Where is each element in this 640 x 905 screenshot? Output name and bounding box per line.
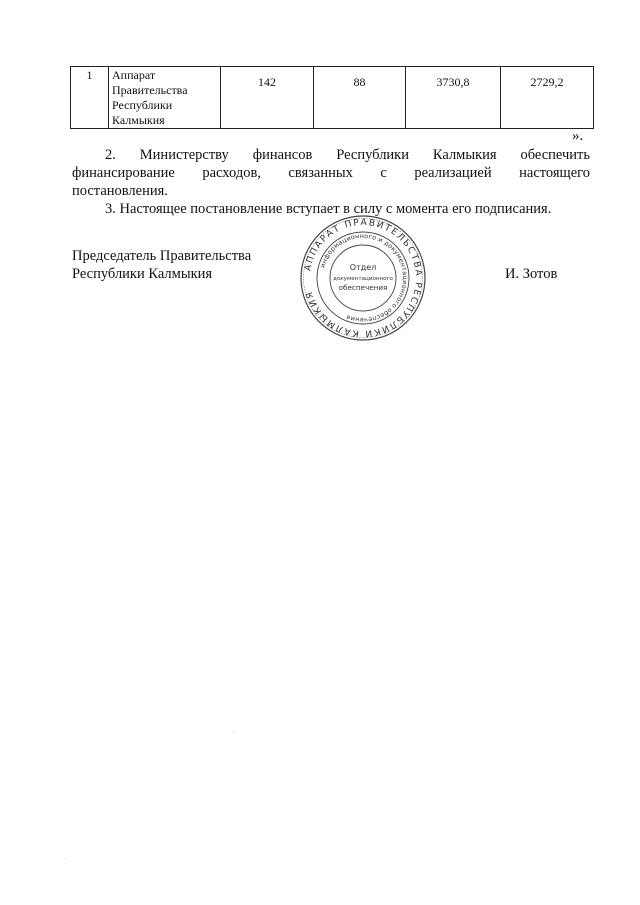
paragraph-3: 3. Настоящее постановление вступает в силу с момента его подписания. <box>105 201 552 217</box>
stamp-outer-textpath: АППАРАТ ПРАВИТЕЛЬСТВА РЕСПУБЛИКИ КАЛМЫКИЯ <box>303 217 424 339</box>
row-value-col3: 142 <box>221 67 314 129</box>
allocation-table <box>70 66 594 129</box>
paragraph-2-line: 2. Министерству финансов Республики Калмыкия обеспечить <box>105 147 590 163</box>
row-name-line: Правительства <box>112 83 188 97</box>
stamp-center-line: Отдел <box>349 263 377 272</box>
stamp-center-line: обеспечения <box>338 283 388 292</box>
paragraph-2-line: постановления. <box>72 183 168 199</box>
signatory-position <box>72 247 251 283</box>
table-row <box>71 67 594 129</box>
signatory-position-line: Республики Калмыкия <box>72 266 213 282</box>
row-name-line: Республики <box>112 98 173 112</box>
signatory-name: И. Зотов <box>505 266 558 282</box>
signatory-position-line: Председатель Правительства <box>72 248 252 264</box>
row-name-line: Калмыкия <box>112 113 165 127</box>
scan-speck <box>66 858 67 859</box>
row-value-col4: 88 <box>314 67 406 129</box>
row-value-col6: 2729,2 <box>501 67 594 129</box>
stamp-center-line: документационного <box>333 276 393 282</box>
row-number: 1 <box>71 67 109 129</box>
row-name-line: Аппарат <box>112 68 156 82</box>
official-stamp <box>299 214 427 342</box>
scan-speck <box>233 731 234 732</box>
row-name <box>109 67 221 129</box>
stamp-inner-textpath: информационного и документационного обеспечения <box>318 231 410 325</box>
paragraph-2-line: финансирование расходов, связанных с реализацией настоящего <box>72 165 590 181</box>
closing-quote: ». <box>572 128 584 144</box>
paragraph-2 <box>72 146 590 200</box>
row-value-col5: 3730,8 <box>406 67 501 129</box>
